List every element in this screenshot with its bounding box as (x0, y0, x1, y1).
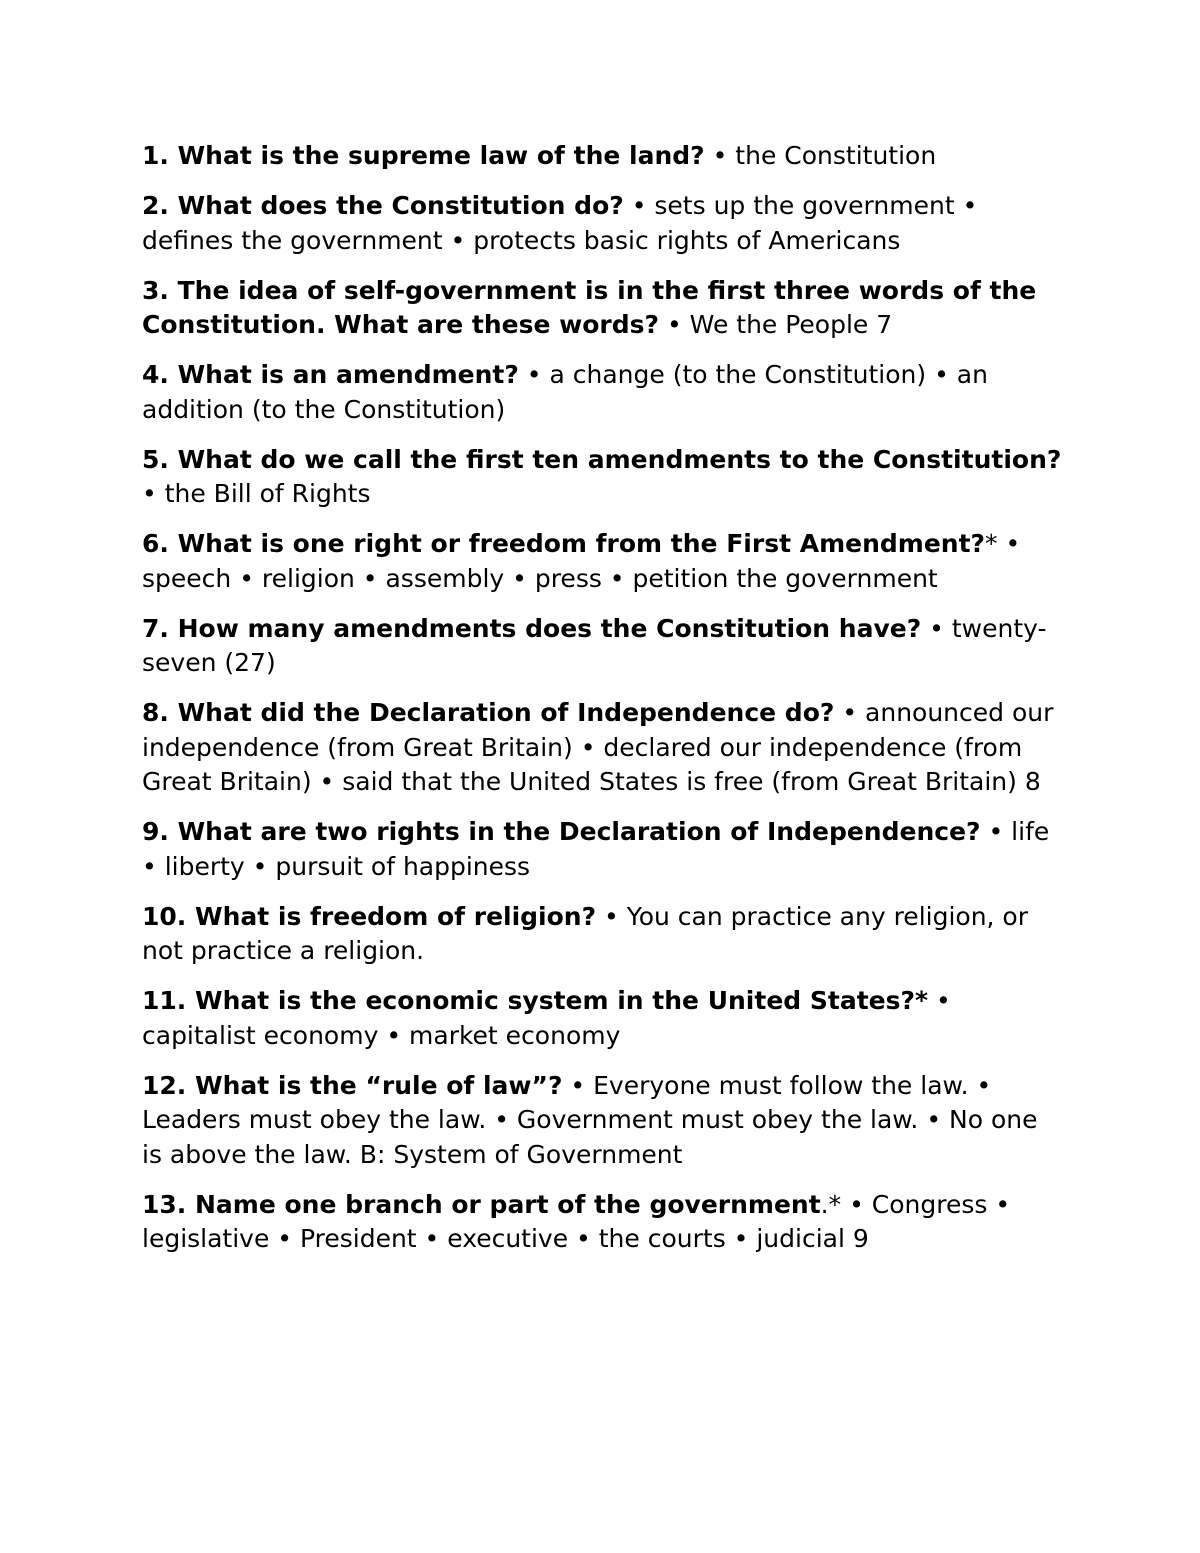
answer-text: • a change (to the Constitution) • an addition (to the Constitution) (142, 360, 988, 424)
question-text: 8. What did the Declaration of Independence do? (142, 698, 835, 727)
qa-item-3 (142, 274, 1062, 343)
question-text: 9. What are two rights in the Declaration of Independence? (142, 817, 981, 846)
question-text: 13. Name one branch or part of the government (142, 1189, 821, 1219)
question-text: 6. What is one right or freedom from the First Amendment? (142, 529, 986, 558)
question-text: 2. What does the Constitution do? (142, 191, 624, 220)
qa-item-1 (142, 139, 1062, 174)
answer-text: • Everyone must follow the law. • Leaders must obey the law. • Government must obey the law. • No one is above the law. B: System of Government (142, 1070, 1038, 1169)
answer-text: • announced our independence (from Great Britain) • declared our independence (from Great Britain) • said that the United States is free (from Great Britain) 8 (142, 698, 1054, 796)
question-text: 1. What is the supreme law of the land? (142, 141, 705, 170)
answer-text: * • speech • religion • assembly • press • petition the government (142, 529, 1021, 593)
answer-text: • You can practice any religion, or not practice a religion. (142, 901, 1029, 965)
qa-item-9 (142, 815, 1062, 884)
answer-text: • capitalist economy • market economy (142, 986, 951, 1050)
question-text: 7. How many amendments does the Constitution have? (142, 613, 922, 643)
qa-item-13 (142, 1188, 1062, 1257)
question-text: 10. What is freedom of religion? (142, 901, 597, 931)
answer-text: • life • liberty • pursuit of happiness (142, 817, 1050, 881)
question-text: 4. What is an amendment? (142, 360, 519, 389)
qa-item-2 (142, 189, 1062, 258)
qa-item-10 (142, 900, 1062, 969)
qa-item-4 (142, 358, 1062, 427)
qa-item-7 (142, 612, 1062, 681)
question-text: 12. What is the “rule of law”? (142, 1070, 563, 1100)
document-body (142, 139, 1062, 1272)
answer-text: • the Bill of Rights (142, 479, 371, 508)
answer-text: .* • Congress • legislative • President • executive • the courts • judicial 9 (142, 1189, 1011, 1253)
question-text: 5. What do we call the first ten amendments to the Constitution? (142, 444, 1062, 474)
answer-text: • sets up the government • defines the government • protects basic rights of Americans (142, 191, 978, 255)
qa-item-5 (142, 443, 1062, 512)
qa-item-11 (142, 984, 1062, 1053)
qa-item-8 (142, 696, 1062, 800)
answer-text: • the Constitution (704, 141, 937, 170)
qa-item-6 (142, 527, 1062, 596)
question-text: 11. What is the economic system in the United States?* (142, 986, 929, 1015)
qa-item-12 (142, 1069, 1062, 1173)
answer-text: • twenty-seven (27) (142, 613, 1047, 677)
question-text: 3. The idea of self-government is in the first three words of the Constitution. What are these words? (142, 275, 1037, 339)
answer-text: • We the People 7 (659, 310, 893, 339)
